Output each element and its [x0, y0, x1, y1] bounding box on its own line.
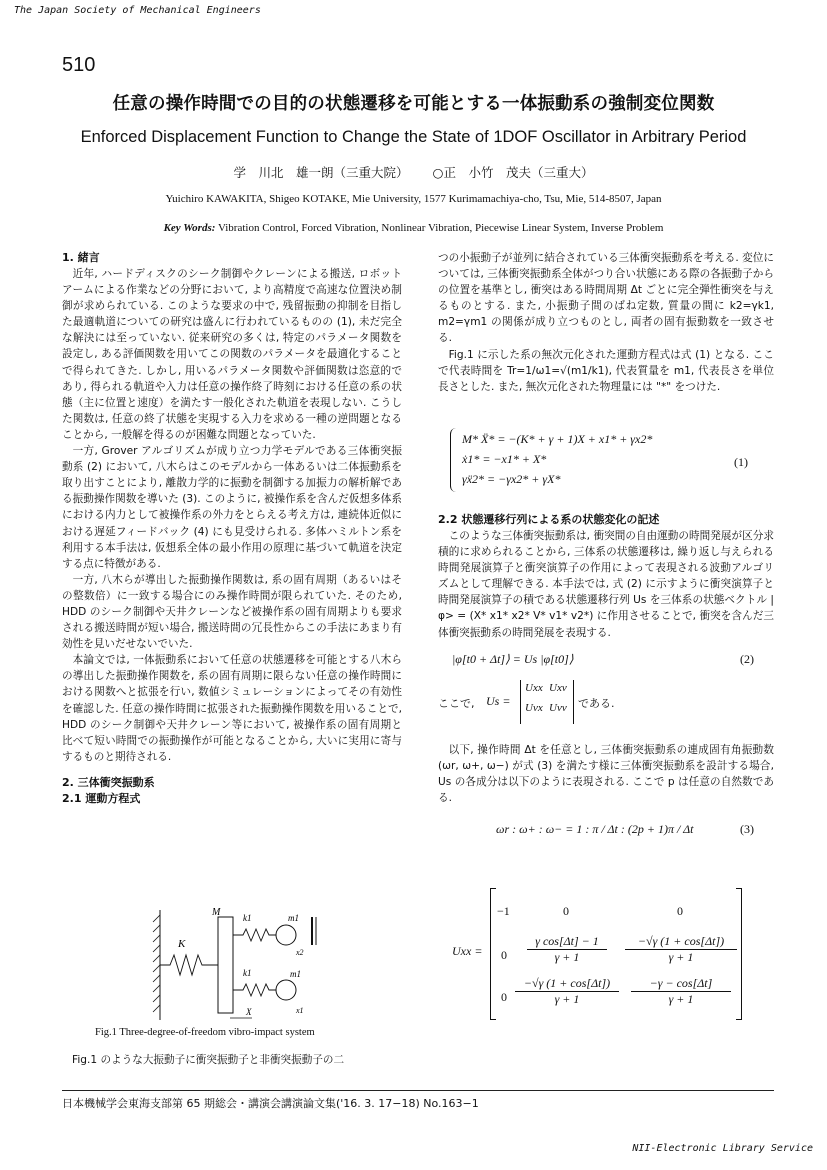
uxx-r3c3-denominator: γ + 1 [668, 992, 694, 1006]
uxx-r3c1: 0 [501, 990, 507, 1004]
keywords-list: Vibration Control, Forced Vibration, Nonlinear Vibration, Piecewise Linear System, Inverse Problem [217, 222, 664, 234]
eq1-line-2: ẋ1* = −x1* + X* [462, 452, 547, 466]
right-paragraph-2: Fig.1 に示した系の無次元化された運動方程式は式 (1) となる. ここで代表時間を Tr=1/ω1=√(m1/k1), 代表質量を m1, 代表長さを単位長さとした. また, 無次元化された物理量には "*" をつけた. [438, 348, 774, 393]
label-k1-lower: k1 [243, 968, 252, 978]
label-x1: x1 [296, 1006, 304, 1015]
footer-rule [62, 1090, 774, 1091]
section-2-heading: 2. 三体衝突振動系 [62, 775, 155, 789]
uxx-label: Uxx = [452, 944, 483, 958]
eq1-number: (1) [734, 455, 748, 469]
section-2-2-heading: 2.2 状態遷移行列による系の状態変化の記述 [438, 513, 660, 526]
uxx-r2c3 [625, 934, 737, 965]
uxx-r1c3: 0 [677, 904, 683, 918]
label-K: K [178, 938, 186, 950]
uxx-r3c2-denominator: γ + 1 [554, 992, 580, 1006]
uxx-r3c2 [515, 976, 619, 1007]
title-english: Enforced Displacement Function to Change the State of 1DOF Oscillator in Arbitrary Period [80, 128, 747, 146]
us-label: Us = [486, 694, 511, 708]
right-paragraph-3: このような三体衝突振動系は, 衝突間の自由運動の時間発展が区分求積的に求められることから, 三体系の状態遷移は, 繰り返し与えられる時間発展演算子と衝突演算子の作用によって表現される波動アルゴリズムとして理解できる. 本手法では, 式 (2) に示すように衝突演算子と時間発展演算子の積である状態遷移行列 Us を三体系の状態ベクトル |φ> = (X* x1* x2* V* v1* v2*) に作用させることで, 衝突を含んだ三体衝突振動系の時間発展を表現する. [438, 530, 774, 639]
left-column [62, 250, 402, 807]
here-prefix: ここで, [438, 697, 475, 710]
eq3-number: (3) [740, 822, 754, 836]
author-1: 学 川北 雄一朗（三重大院） [233, 165, 409, 180]
uxx-r2c3-denominator: γ + 1 [668, 950, 694, 964]
keywords-label: Key Words: [163, 222, 216, 234]
uxx-matrix [490, 888, 742, 1020]
uxx-r2c2 [527, 934, 607, 965]
section-2-1-heading: 2.1 運動方程式 [62, 791, 141, 805]
intro-paragraph-1: 近年, ハードディスクのシーク制御やクレーンによる搬送, ロボットアームによる作業などの分野において, より高精度で高速な位置決め制御が求められている. このような要求の中で, 残留振動の抑制を目指した最適軌道についての研究は盛んに行われているものの (1), 未だ完全な解決には至っていない. 従来研究の多くは, 特定のパラメータ関数を設定し, ある評価関数を用いてこの関数のパラメータを最適化することで得られてきた. しかし, 用いるパラメータ関数や評価関数は恣意的であり, 得られる軌道や入力は任意の操作終了時刻における任意の系の状態（主に位置と速度）を満たす一般化された軌道を表現しない. こうした関数は, 任意の終了状態を実現する入力を求める一種の逆問題となることから, 一般解を得るのが困難な問題となっていた. [62, 268, 402, 441]
library-service-footer: NII-Electronic Library Service [632, 1143, 813, 1154]
eq1-line-3: γẍ2* = −γx2* + γX* [462, 472, 561, 486]
uxx-r1c1: −1 [497, 904, 510, 918]
authors-english: Yuichiro KAWAKITA, Shigeo KOTAKE, Mie University, 1577 Kurimamachiya-cho, Tsu, Mie, 514-8507, Japan [165, 193, 662, 205]
label-x2: x2 [296, 948, 304, 957]
eq1-line-1: M* Ẍ* = −(K* + γ + 1)X + x1* + γx2* [462, 432, 653, 446]
label-M: M [212, 907, 221, 918]
right-paragraph-4: 以下, 操作時間 Δt を任意とし, 三体衝突振動系の連成固有角振動数 (ωr, ω+, ω−) が式 (3) を満たす様に三体衝突振動系を設計する場合, Us の各成分は以下のように表現される. ここで p は任意の自然数である. [438, 744, 774, 805]
intro-paragraph-3: 一方, 八木らが導出した振動操作関数は, 系の固有周期（あるいはその整数倍）に一致する場合にのみ操作時間が限られていた. そのため, HDD のシーク制御や天井クレーンなど被操作系の固有周期よりも要求される搬送時間が短い場合, 搬送時間の冗長性からこの手法にあまり有効性を見いだせないでいた. [62, 573, 402, 651]
uxx-r1c2: 0 [563, 904, 569, 918]
here-suffix: である. [578, 697, 615, 710]
right-paragraph-4-block [438, 742, 774, 806]
us-matrix [520, 680, 574, 724]
uxx-r2c1: 0 [501, 948, 507, 962]
uxx-r2c3-numerator: −√γ (1 + cos[Δt]) [625, 934, 737, 950]
label-k1-upper: k1 [243, 913, 252, 923]
label-X: X [246, 1007, 252, 1017]
uxx-r3c3 [631, 976, 731, 1007]
label-m1-upper: m1 [288, 913, 299, 923]
uxx-r3c3-numerator: −γ − cos[Δt] [631, 976, 731, 992]
us-m21: Uvx [525, 702, 543, 714]
proceedings-footer: 日本機械学会東海支部第 65 期総会・講演会講演論文集('16. 3. 17−18) No.163−1 [62, 1097, 479, 1110]
uxx-r3c2-numerator: −√γ (1 + cos[Δt]) [515, 976, 619, 992]
uxx-r2c2-numerator: γ cos[Δt] − 1 [527, 934, 607, 950]
label-m1-lower: m1 [290, 969, 301, 979]
right-paragraph-1: つの小振動子が並列に結合されている三体衝突振動系を考える. 変位については, 三体衝突振動系全体がつり合い状態にある際の各振動子からの位置を基準とし, 衝突はある時間周期 Δt ごとに完全弾性衝突を与えるものとする. また, 小振動子間のばね定数, 質量の間に k2=γk1, m2=γm1 の関係が成り立つものとし, 両者の固有振動数を一致させる. [438, 252, 774, 345]
eq2-number: (2) [740, 652, 754, 666]
eq3: ωr : ω+ : ω− = 1 : π / Δt : (2p + 1)π / Δt [496, 822, 694, 836]
keywords [0, 222, 827, 234]
uxx-r2c2-denominator: γ + 1 [554, 950, 580, 964]
paper-number: 510 [62, 54, 96, 76]
us-m12: Uxv [549, 682, 567, 694]
author-2: ○正 小竹 茂夫（三重大） [432, 165, 594, 180]
us-m22: Uvv [549, 702, 567, 714]
society-header: The Japan Society of Mechanical Engineers [14, 5, 261, 16]
fig1-caption: Fig.1 Three-degree-of-freedom vibro-impact system [95, 1027, 315, 1038]
fig1-vibro-impact-diagram [140, 905, 340, 1025]
right-section-2-2 [438, 512, 774, 641]
text-after-figure: Fig.1 のような大振動子に衝突振動子と非衝突振動子の二 [72, 1054, 345, 1066]
section-1-heading: 1. 緒言 [62, 251, 100, 264]
eq2: |φ[t0 + Δt]⟩ = Us |φ[t0]⟩ [452, 652, 574, 666]
intro-paragraph-4: 本論文では, 一体振動系において任意の状態遷移を可能とする八木らの導出した振動操作関数を, 系の固有周期に限らない任意の操作時間における関数へと拡張を行い, 数値シミュレーションによってその有効性を確認した. 任意の操作時間に拡張された振動操作関数を用いることで, HDD のシーク制御や天井クレーン等において, 被操作系の固有周期と比べて短い時間での振動操作が可能となることから, 大いに実用に寄与するものと期待される. [62, 654, 402, 763]
intro-paragraph-2: 一方, Grover アルゴリズムが成り立つ力学モデルである三体衝突振動系 (2) において, 八木らはこのモデルから一体あるいは二体振動系を取り出すことにより, 離散力学的に振動を制御する加振力の解析解である振動操作関数を導いた (3). このように, 被操作系を含んだ仮想多体系における内力として被操作系の外力をとらえる考え方は, 連続体近似における遅延フィードバック (4) にも見受けられる. 多体ハミルトン系を利用する本手法は, 仮想系全体の最小作用の原理に基づいて軌道を決定する点に特徴がある. [62, 445, 402, 570]
right-column [438, 250, 774, 395]
title-japanese: 任意の操作時間での目的の状態遷移を可能とする一体振動系の強制変位関数 [112, 94, 715, 114]
authors-japanese [0, 163, 827, 181]
us-m11: Uxx [525, 682, 543, 694]
